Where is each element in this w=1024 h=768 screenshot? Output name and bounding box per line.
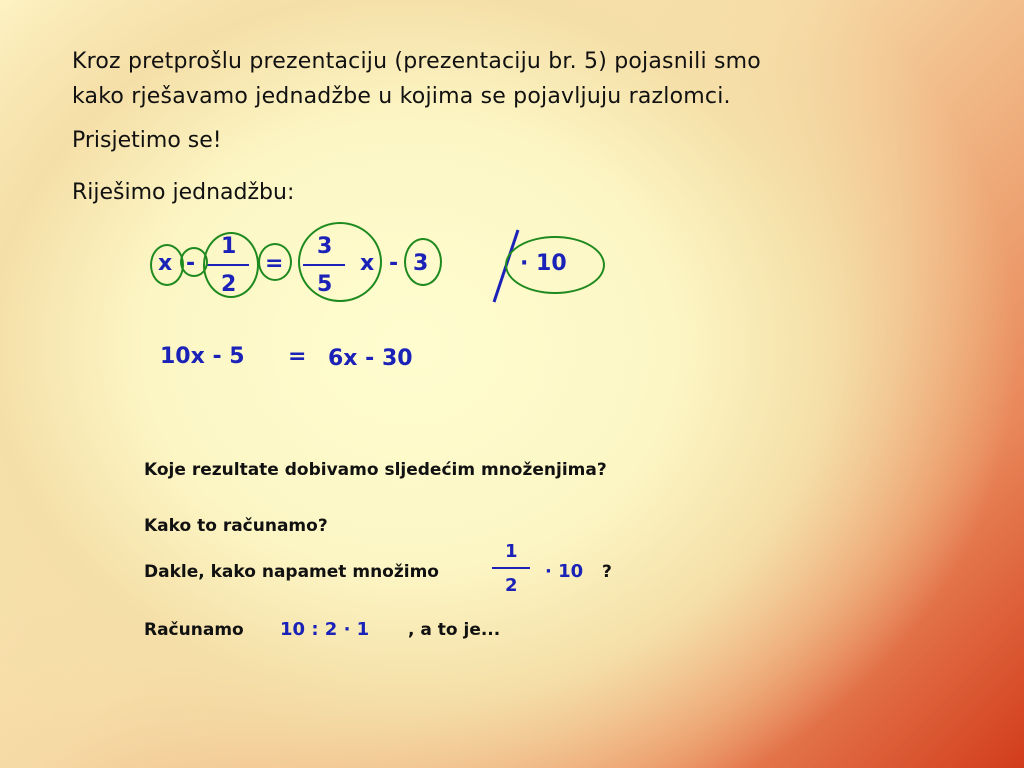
circle-x1 xyxy=(150,244,184,286)
question-3-suffix: ? xyxy=(602,562,612,582)
solve-text: Riješimo jednadžbu: xyxy=(72,180,295,205)
eq-minus-2: - xyxy=(389,251,399,276)
eq-multiplier: · 10 xyxy=(520,251,567,276)
question-2: Kako to računamo? xyxy=(144,516,328,536)
circle-frac2-x xyxy=(298,222,382,302)
eq-frac2-num: 3 xyxy=(317,234,333,259)
eq-minus-1: - xyxy=(186,251,196,276)
recall-text: Prisjetimo se! xyxy=(72,128,222,153)
eq-frac1-num: 1 xyxy=(221,234,237,259)
intro-text xyxy=(72,44,972,114)
result-equals: = xyxy=(288,344,307,369)
question-3-frac-bar xyxy=(492,567,530,569)
eq-x1: x xyxy=(158,251,173,276)
question-3-mult: · 10 xyxy=(545,561,584,582)
question-3-frac-num: 1 xyxy=(505,541,518,562)
question-4-prefix: Računamo xyxy=(144,620,244,640)
question-3-prefix: Dakle, kako napamet množimo xyxy=(144,562,439,582)
intro-line-1: Kroz pretprošlu prezentaciju (prezentaciju br. 5) pojasnili smo xyxy=(72,49,761,74)
question-4-suffix: , a to je... xyxy=(408,620,501,640)
result-right: 6x - 30 xyxy=(328,346,413,371)
question-1: Koje rezultate dobivamo sljedećim množenjima? xyxy=(144,460,607,480)
circle-three xyxy=(404,238,442,286)
question-3-frac-den: 2 xyxy=(505,575,518,596)
circle-frac1 xyxy=(203,232,259,298)
result-left: 10x - 5 xyxy=(160,344,245,369)
question-4-expr: 10 : 2 · 1 xyxy=(280,619,370,640)
eq-frac1-den: 2 xyxy=(221,272,237,297)
circle-multiplier xyxy=(505,236,605,294)
eq-x2: x xyxy=(360,251,375,276)
eq-frac2-den: 5 xyxy=(317,272,333,297)
circle-equals xyxy=(258,243,292,281)
eq-three: 3 xyxy=(413,251,429,276)
intro-line-2: kako rješavamo jednadžbe u kojima se pojavljuju razlomci. xyxy=(72,84,731,109)
eq-equals: = xyxy=(265,251,284,276)
